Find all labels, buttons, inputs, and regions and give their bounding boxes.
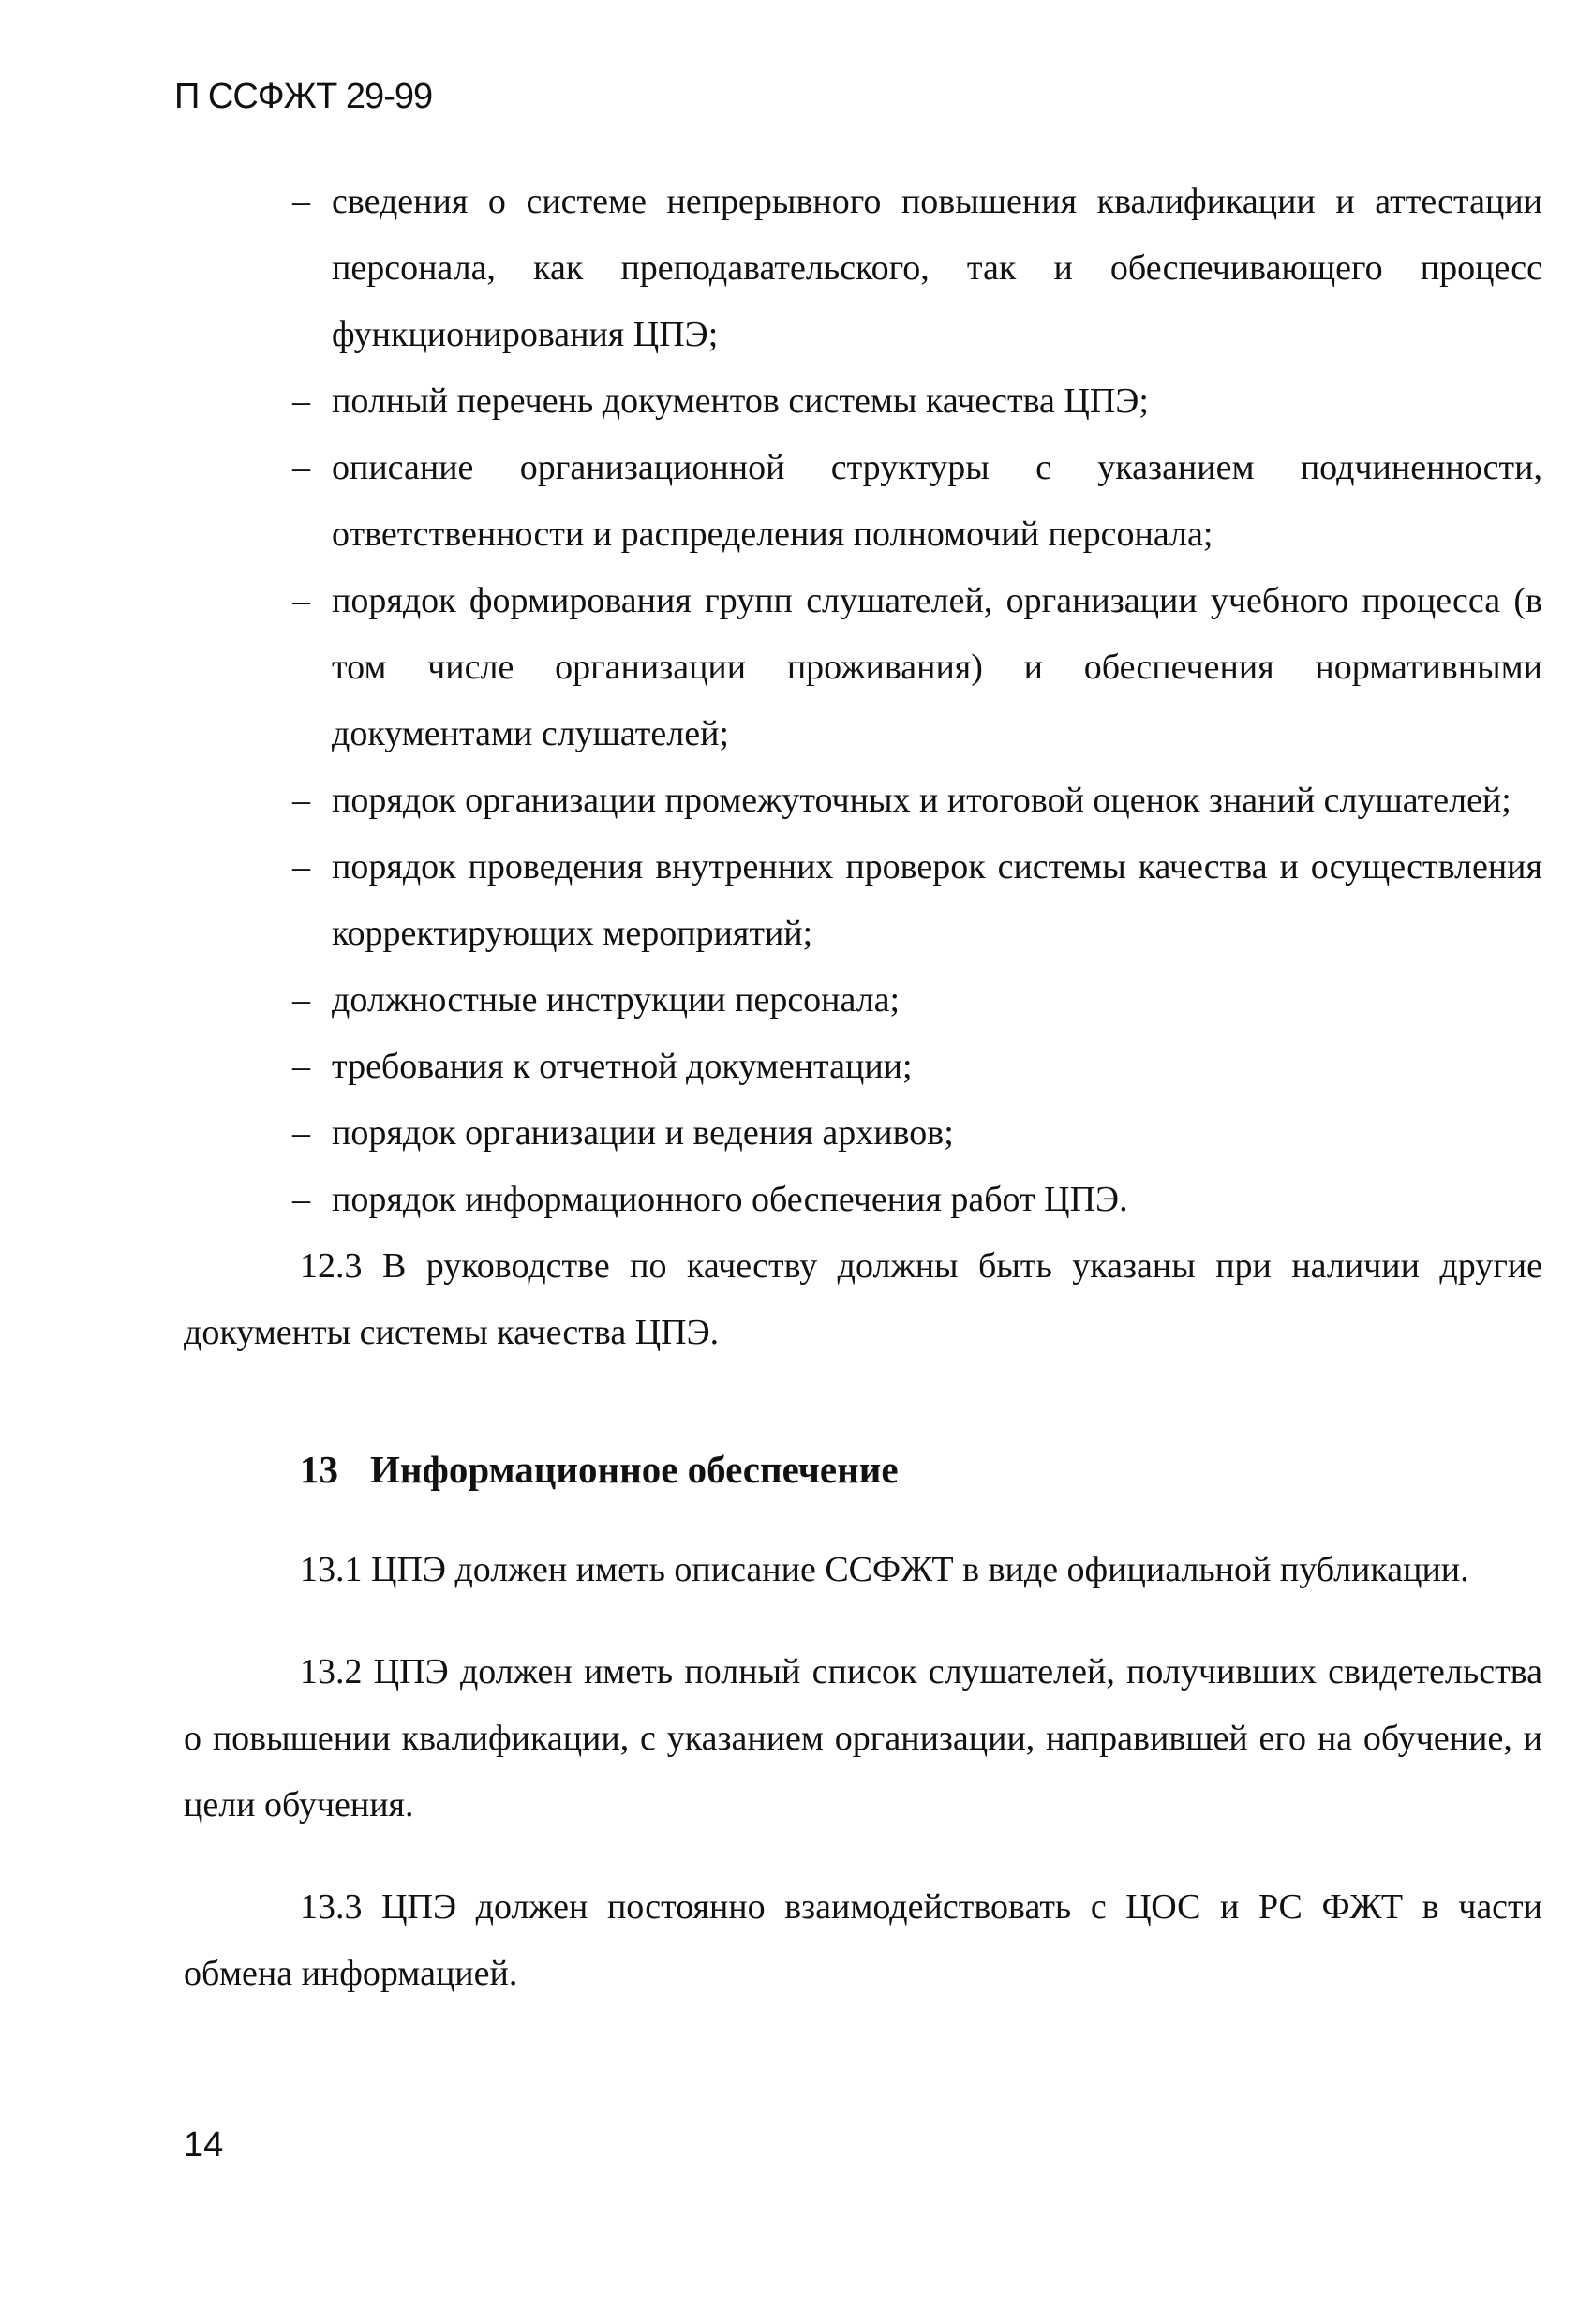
dash-marker: – [292, 381, 310, 421]
page-number: 14 [184, 2125, 224, 2165]
section-number: 13 [300, 1448, 338, 1491]
list-item-text: порядок информационного обеспечения работ ЦПЭ. [332, 1180, 1128, 1219]
dash-marker: – [292, 448, 310, 487]
requirements-list [184, 169, 1542, 1233]
dash-marker: – [292, 182, 310, 221]
list-item [184, 834, 1542, 967]
list-item [184, 169, 1542, 368]
list-item-text: полный перечень документов системы качества ЦПЭ; [332, 381, 1149, 421]
list-item [184, 967, 1542, 1034]
paragraph-12-3: 12.3 В руководстве по качеству должны быть указаны при наличии другие документы системы качества ЦПЭ. [184, 1246, 1542, 1352]
list-item [184, 568, 1542, 767]
list-item-text: сведения о системе непрерывного повышения квалификации и аттестации персонала, как преподавательского, так и обеспечивающего процесс функционирования ЦПЭ; [332, 182, 1542, 354]
dash-marker: – [292, 847, 310, 886]
list-item-text: порядок организации и ведения архивов; [332, 1113, 954, 1153]
paragraph-13-2: 13.2 ЦПЭ должен иметь полный список слушателей, получивших свидетельства о повышении квалификации, с указанием организации, направившей его на обучение, и цели обучения. [184, 1652, 1542, 1825]
list-item [184, 368, 1542, 435]
document-header: П ССФЖТ 29-99 [174, 77, 433, 116]
list-item-text: порядок проведения внутренних проверок системы качества и осуществления корректирующих мероприятий; [332, 847, 1542, 953]
page-content [184, 169, 1542, 2043]
paragraph-13-3: 13.3 ЦПЭ должен постоянно взаимодействовать с ЦОС и РС ФЖТ в части обмена информацией. [184, 1887, 1542, 1994]
list-item [184, 1167, 1542, 1233]
list-item-text: должностные инструкции персонала; [332, 980, 901, 1020]
dash-marker: – [292, 980, 310, 1020]
list-item-text: порядок организации промежуточных и итоговой оценок знаний слушателей; [332, 781, 1511, 820]
dash-marker: – [292, 1047, 310, 1086]
list-item [184, 1034, 1542, 1100]
list-item-text: описание организационной структуры с указанием подчиненности, ответственности и распределения полномочий персонала; [332, 448, 1542, 554]
section-heading [184, 1434, 1542, 1505]
list-item [184, 435, 1542, 568]
list-item [184, 767, 1542, 834]
dash-marker: – [292, 1113, 310, 1153]
list-item-text: требования к отчетной документации; [332, 1047, 913, 1086]
dash-marker: – [292, 1180, 310, 1219]
dash-marker: – [292, 581, 310, 620]
list-item [184, 1100, 1542, 1167]
section-title: Информационное обеспечение [370, 1448, 899, 1491]
list-item-text: порядок формирования групп слушателей, организации учебного процесса (в том числе организации проживания) и обеспечения нормативными документами слушателей; [332, 581, 1542, 753]
dash-marker: – [292, 781, 310, 820]
paragraph-13-1: 13.1 ЦПЭ должен иметь описание ССФЖТ в виде официальной публикации. [300, 1550, 1469, 1590]
